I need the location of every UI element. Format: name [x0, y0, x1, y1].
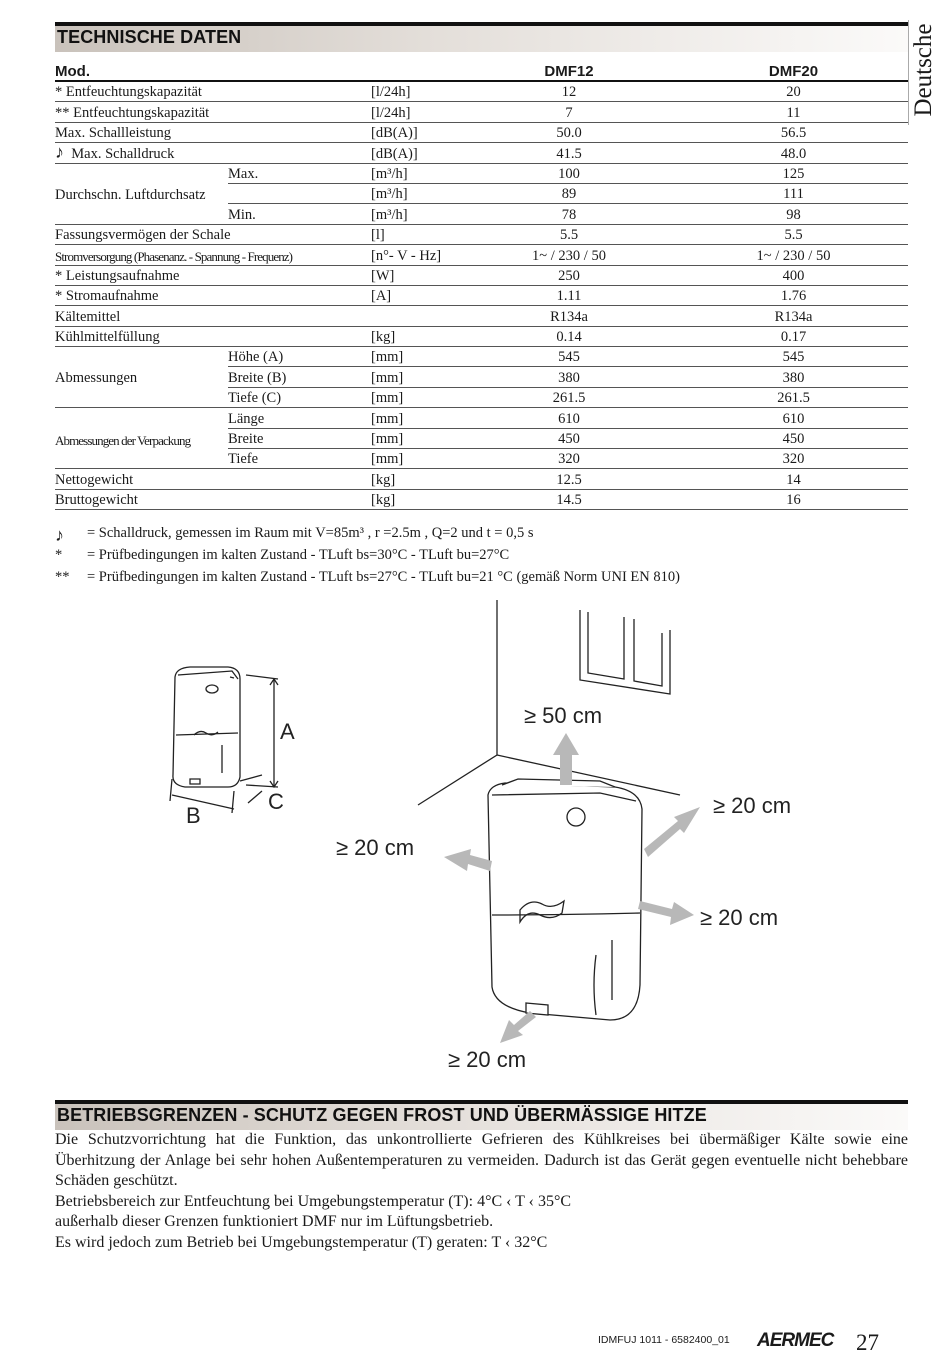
table-row: [55, 347, 908, 367]
music-note-icon: ♪: [55, 141, 64, 162]
row-unit: [mm]: [369, 449, 459, 469]
row-unit: [kg]: [369, 326, 459, 346]
row-value-dmf12: 261.5: [459, 387, 679, 407]
table-row: [55, 428, 908, 448]
row-sublabel: Höhe (A): [228, 347, 369, 367]
row-unit: [l/24h]: [369, 102, 459, 122]
row-unit: [l]: [369, 224, 459, 244]
row-value-dmf12: 320: [459, 449, 679, 469]
document-code: IDMFUJ 1011 - 6582400_01: [598, 1334, 730, 1346]
row-unit: [mm]: [369, 428, 459, 448]
table-row: [55, 204, 908, 224]
operating-limits-text: [55, 1130, 908, 1253]
row-label: Fassungsvermögen der Schale: [55, 224, 369, 244]
row-value-dmf20: 400: [679, 265, 908, 285]
row-sublabel: Min.: [228, 204, 369, 224]
dim-label-c: C: [268, 789, 284, 814]
row-label: Max. Schallleistung: [55, 122, 369, 142]
row-label: ♪ Max. Schalldruck: [55, 143, 369, 163]
row-value-dmf20: 20: [679, 81, 908, 102]
row-unit: [dB(A)]: [369, 143, 459, 163]
dim-label-b: B: [186, 803, 201, 828]
table-row: [55, 265, 908, 285]
row-value-dmf12: 12.5: [459, 469, 679, 489]
row-value-dmf12: 250: [459, 265, 679, 285]
section-title: BETRIEBSGRENZEN - SCHUTZ GEGEN FROST UND ÜBERMÄSSIGE HITZE: [57, 1105, 707, 1125]
language-tab: [908, 22, 942, 122]
paragraph: Betriebsbereich zur Entfeuchtung bei Umgebungstemperatur (T): 4°C ‹ T ‹ 35°C: [55, 1192, 572, 1210]
paragraph: Die Schutzvorrichtung hat die Funktion, das unkontrollierte Gefrieren des Kühlkreises bei übermäßiger Kälte sowie eine Überhitzung der Anlage bei sehr hohen Außentemperaturen zu vermeiden. Dadurch ist das Gerät gegen eventuelle nicht behebbare Schäden geschützt.: [55, 1131, 908, 1189]
row-unit: [m³/h]: [369, 183, 459, 203]
dehumidifier-unit: [488, 779, 642, 1020]
clearance-left-label: ≥ 20 cm: [336, 835, 415, 860]
arrow-right-top: [644, 807, 700, 857]
section-title: TECHNISCHE DATEN: [57, 27, 242, 47]
clearance-right-top-label: ≥ 20 cm: [713, 793, 792, 818]
row-unit: [l/24h]: [369, 81, 459, 102]
music-note-icon: ♪: [55, 525, 64, 545]
row-unit: [kg]: [369, 489, 459, 509]
row-value-dmf20: 14: [679, 469, 908, 489]
table-header-row: [55, 60, 908, 81]
double-asterisk-marker: **: [55, 569, 70, 585]
row-label: Durchschn. Luftdurchsatz: [55, 186, 206, 203]
table-header-label: Mod.: [55, 60, 228, 81]
table-row: [55, 245, 908, 265]
row-value-dmf20: 380: [679, 367, 908, 387]
table-row: [55, 326, 908, 346]
row-label: Stromversorgung (Phasenanz. - Spannung - Frequenz): [55, 245, 369, 265]
row-unit: [mm]: [369, 387, 459, 407]
clearance-top-label: ≥ 50 cm: [524, 703, 603, 728]
row-value-dmf20: 545: [679, 347, 908, 367]
asterisk-marker: *: [55, 547, 63, 563]
row-label: Kältemittel: [55, 306, 369, 326]
row-value-dmf12: 545: [459, 347, 679, 367]
paragraph: außerhalb dieser Grenzen funktioniert DMF nur im Lüftungsbetrieb.: [55, 1213, 494, 1230]
row-value-dmf20: 16: [679, 489, 908, 509]
row-value-dmf20: 111: [679, 183, 908, 203]
arrow-bottom: [500, 1011, 536, 1043]
row-value-dmf20: R134a: [679, 306, 908, 326]
row-value-dmf20: 320: [679, 449, 908, 469]
row-value-dmf12: 89: [459, 183, 679, 203]
row-value-dmf20: 610: [679, 408, 908, 428]
arrow-right: [638, 901, 694, 925]
row-value-dmf12: 78: [459, 204, 679, 224]
row-value-dmf12: 380: [459, 367, 679, 387]
row-label: * Leistungsaufnahme: [55, 265, 369, 285]
table-row: [55, 224, 908, 244]
row-value-dmf20: 48.0: [679, 143, 908, 163]
installation-illustration: [0, 595, 950, 1095]
dimension-drawing: [170, 667, 278, 813]
table-row: [55, 143, 908, 163]
model-2-header: DMF20: [679, 60, 908, 81]
row-unit: [mm]: [369, 408, 459, 428]
row-label: Bruttogewicht: [55, 489, 369, 509]
table-row: [55, 387, 908, 407]
row-unit: [369, 306, 459, 326]
row-unit: [m³/h]: [369, 163, 459, 183]
paragraph: Es wird jedoch zum Betrieb bei Umgebungstemperatur (T) geraten: T ‹ 32°C: [55, 1233, 548, 1251]
row-value-dmf20: 5.5: [679, 224, 908, 244]
table-row: [55, 408, 908, 428]
row-sublabel: Tiefe: [228, 449, 369, 469]
row-value-dmf12: 7: [459, 102, 679, 122]
row-unit: [kg]: [369, 469, 459, 489]
table-row: [55, 81, 908, 102]
row-value-dmf20: 450: [679, 428, 908, 448]
row-value-dmf12: 41.5: [459, 143, 679, 163]
table-row: [55, 469, 908, 489]
row-value-dmf20: 0.17: [679, 326, 908, 346]
row-value-dmf12: 1.11: [459, 285, 679, 305]
row-label: Nettogewicht: [55, 469, 369, 489]
table-row: [55, 285, 908, 305]
table-row: [55, 183, 908, 203]
row-sublabel: Breite: [228, 428, 369, 448]
row-value-dmf12: 100: [459, 163, 679, 183]
row-value-dmf20: 1.76: [679, 285, 908, 305]
arrow-up: [553, 733, 579, 785]
row-value-dmf12: 0.14: [459, 326, 679, 346]
language-tab-label: Deutsche: [910, 23, 937, 117]
clearance-right-label: ≥ 20 cm: [700, 905, 779, 930]
row-unit: [mm]: [369, 347, 459, 367]
row-value-dmf20: 56.5: [679, 122, 908, 142]
row-label: Abmessungen der Verpackung: [55, 432, 191, 448]
row-unit: [W]: [369, 265, 459, 285]
row-value-dmf20: 125: [679, 163, 908, 183]
row-value-dmf20: 261.5: [679, 387, 908, 407]
table-row: [55, 122, 908, 142]
row-label: * Stromaufnahme: [55, 285, 369, 305]
row-label: * Entfeuchtungskapazität: [55, 81, 369, 102]
clearance-bottom-label: ≥ 20 cm: [448, 1047, 527, 1072]
row-label: ** Entfeuchtungskapazität: [55, 102, 369, 122]
brand-logo: AERMEC: [757, 1330, 834, 1351]
dim-label-a: A: [280, 719, 295, 744]
table-row: [55, 367, 908, 387]
row-sublabel: Breite (B): [228, 367, 369, 387]
arrow-left: [444, 849, 492, 871]
row-sublabel: Max.: [228, 163, 369, 183]
page-number: 27: [856, 1330, 879, 1355]
row-value-dmf12: 450: [459, 428, 679, 448]
row-label: Abmessungen: [55, 370, 138, 387]
row-sublabel: Tiefe (C): [228, 387, 369, 407]
row-value-dmf20: 1~ / 230 / 50: [679, 245, 908, 265]
row-value-dmf20: 98: [679, 204, 908, 224]
row-unit: [m³/h]: [369, 204, 459, 224]
row-value-dmf20: 11: [679, 102, 908, 122]
table-row: [55, 102, 908, 122]
row-label: Kühlmittelfüllung: [55, 326, 369, 346]
table-row: [55, 163, 908, 183]
section-header-technical-data: [55, 22, 908, 52]
table-row: [55, 449, 908, 469]
row-value-dmf12: 610: [459, 408, 679, 428]
row-unit: [n°- V - Hz]: [369, 245, 459, 265]
row-unit: [mm]: [369, 367, 459, 387]
row-value-dmf12: 50.0: [459, 122, 679, 142]
row-value-dmf12: 1~ / 230 / 50: [459, 245, 679, 265]
row-value-dmf12: 14.5: [459, 489, 679, 509]
row-sublabel: Länge: [228, 408, 369, 428]
technical-data-table: [55, 60, 908, 510]
row-unit: [A]: [369, 285, 459, 305]
table-row: [55, 306, 908, 326]
table-row: [55, 489, 908, 509]
row-unit: [dB(A)]: [369, 122, 459, 142]
row-value-dmf12: 12: [459, 81, 679, 102]
row-value-dmf12: R134a: [459, 306, 679, 326]
section-header-operating-limits: [55, 1100, 908, 1130]
model-1-header: DMF12: [459, 60, 679, 81]
row-value-dmf12: 5.5: [459, 224, 679, 244]
